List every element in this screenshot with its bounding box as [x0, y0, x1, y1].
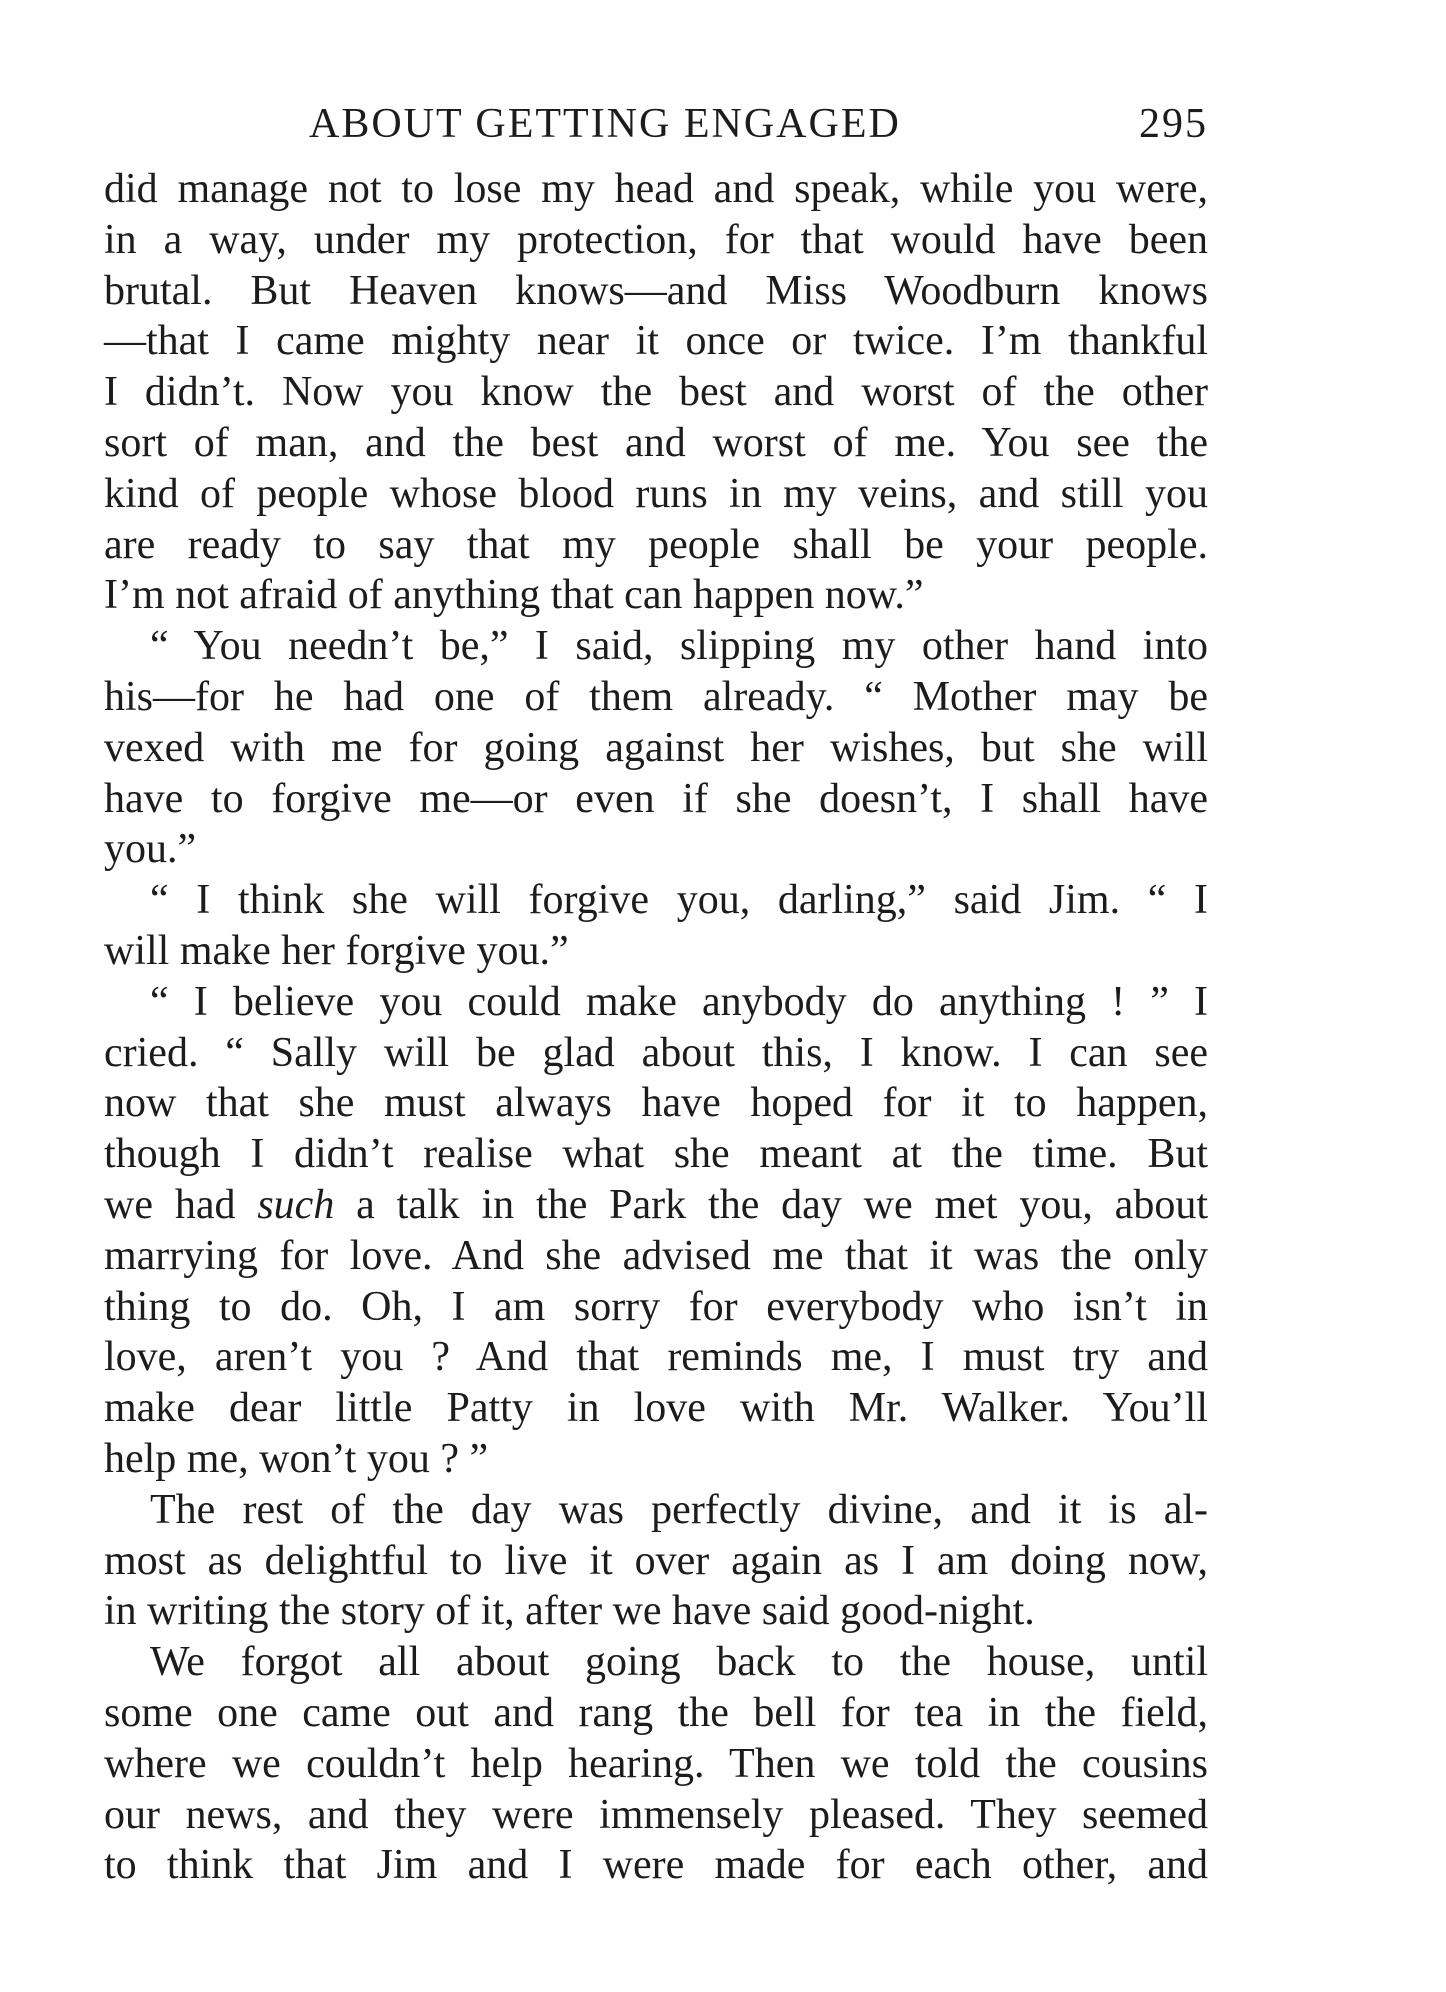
- text-line: The rest of the day was perfectly divine, and it is al-: [150, 1486, 1208, 1533]
- body-text: [104, 164, 1208, 1891]
- text-line: to think that Jim and I were made for each other, and: [104, 1842, 1208, 1889]
- text-line: I didn’t. Now you know the best and worst of the other: [104, 369, 1208, 416]
- emphasized-word: such: [257, 1181, 335, 1228]
- text-line: vexed with me for going against her wishes, but she will: [104, 724, 1208, 771]
- page-header: [104, 100, 1208, 164]
- text-line: though I didn’t realise what she meant at the time. But: [104, 1131, 1208, 1178]
- text-line: did manage not to lose my head and speak, while you were,: [104, 166, 1208, 212]
- text-line: cried. “ Sally will be glad about this, I know. I can see: [104, 1029, 1208, 1076]
- text-line: I’m not afraid of anything that can happen now.”: [104, 572, 924, 619]
- text-line: will make her forgive you.”: [104, 927, 569, 974]
- text-line: marrying for love. And she advised me that it was the only: [104, 1232, 1208, 1279]
- text-line: make dear little Patty in love with Mr. Walker. You’ll: [104, 1385, 1208, 1432]
- text-segment: a talk in the Park the day we met you, about: [334, 1181, 1208, 1228]
- text-line: are ready to say that my people shall be your people.: [104, 521, 1208, 568]
- text-line: where we couldn’t help hearing. Then we told the cousins: [104, 1740, 1208, 1787]
- text-line: now that she must always have hoped for it to happen,: [104, 1080, 1208, 1127]
- text-line: sort of man, and the best and worst of me. You see the: [104, 419, 1208, 466]
- text-segment: we had: [104, 1181, 258, 1228]
- text-line: We forgot all about going back to the house, until: [150, 1639, 1208, 1686]
- page-number: 295: [1139, 101, 1208, 147]
- text-line: brutal. But Heaven knows—and Miss Woodburn knows: [104, 267, 1208, 314]
- text-line: “ I think she will forgive you, darling,” said Jim. “ I: [150, 877, 1208, 924]
- text-line: our news, and they were immensely pleased. They seemed: [104, 1791, 1208, 1838]
- text-line: —that I came mighty near it once or twice. I’m thankful: [104, 318, 1208, 365]
- text-line: help me, won’t you ? ”: [104, 1435, 489, 1482]
- text-line: kind of people whose blood runs in my veins, and still you: [104, 470, 1208, 517]
- book-page: [104, 100, 1208, 1891]
- text-line: you.”: [104, 826, 197, 873]
- running-head: ABOUT GETTING ENGAGED: [309, 101, 901, 147]
- text-line: thing to do. Oh, I am sorry for everybody who isn’t in: [104, 1283, 1208, 1330]
- text-line: have to forgive me—or even if she doesn’t, I shall have: [104, 775, 1208, 822]
- text-line: [104, 1180, 1208, 1231]
- text-line: his—for he had one of them already. “ Mother may be: [104, 673, 1208, 720]
- text-line: most as delightful to live it over again as I am doing now,: [104, 1537, 1208, 1584]
- text-line: in writing the story of it, after we have said good-night.: [104, 1588, 1035, 1635]
- text-line: “ I believe you could make anybody do anything ! ” I: [150, 978, 1208, 1025]
- text-line: “ You needn’t be,” I said, slipping my other hand into: [150, 623, 1208, 670]
- text-line: in a way, under my protection, for that would have been: [104, 216, 1208, 263]
- text-line: love, aren’t you ? And that reminds me, I must try and: [104, 1334, 1208, 1381]
- text-line: some one came out and rang the bell for tea in the field,: [104, 1689, 1208, 1736]
